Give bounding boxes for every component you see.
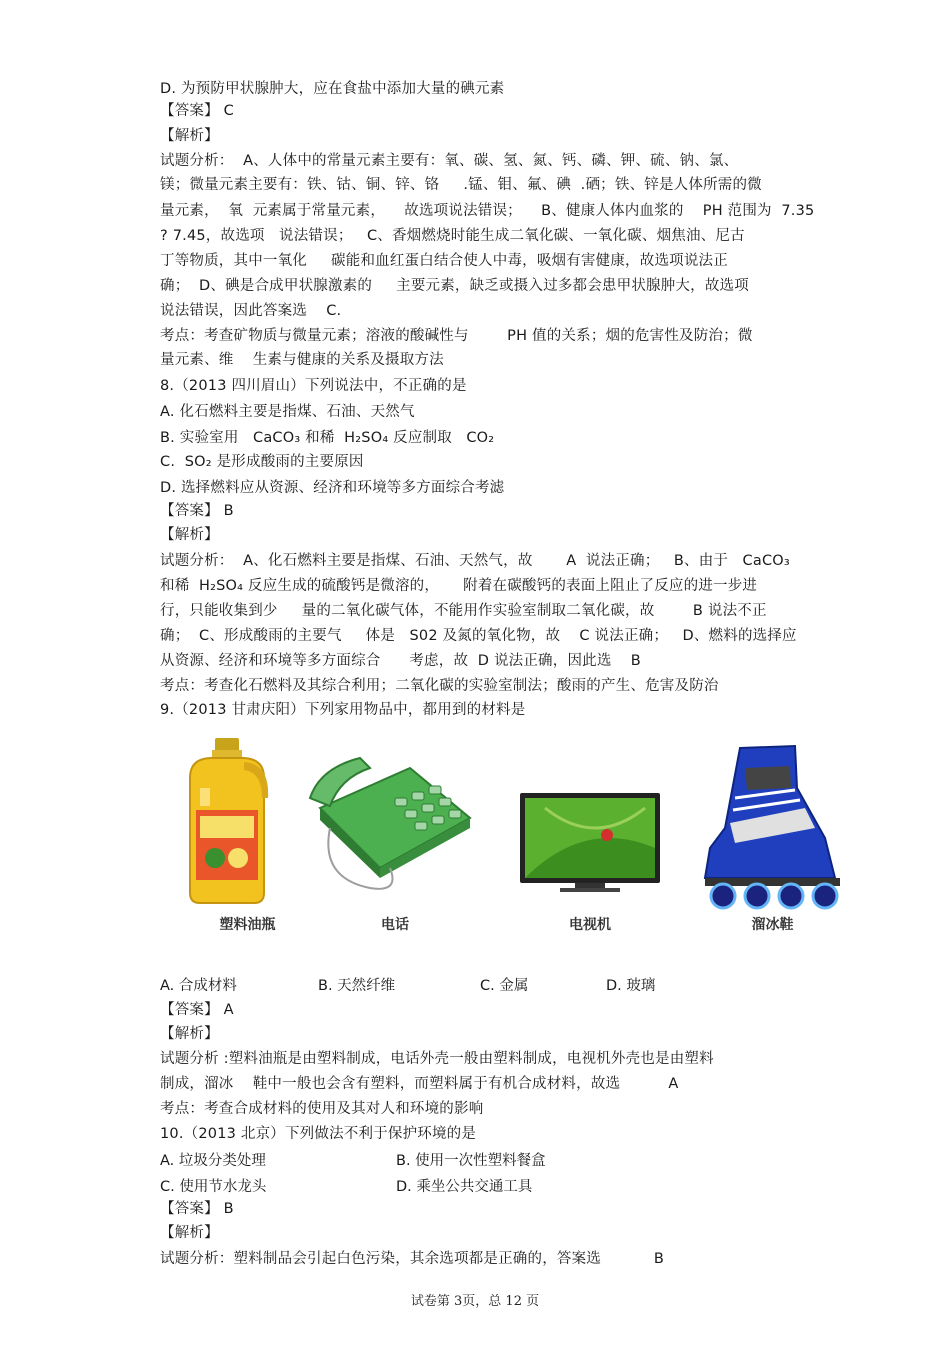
analysis-text: 试题分析： A、化石燃料主要是指煤、石油、天然气，故 A 说法正确； B、由于 CaCO₃ — [160, 553, 790, 569]
analysis-text: ? 7.45，故选项 说法错误； C、香烟燃烧时能生成二氧化碳、一氧化碳、烟焦油、尼古 — [160, 228, 745, 244]
figure-caption: 塑料油瓶 — [219, 917, 276, 933]
q10-option-d: D. 乘坐公共交通工具 — [396, 1179, 533, 1195]
analysis-text: 量元素， 氧 元素属于常量元素， 故选项说法错误； B、健康人体内血浆的 PH 范围为 7.35 — [160, 203, 815, 219]
page-footer: 试卷第 3页，总 12 页 — [410, 1294, 540, 1309]
knowledge-point: 量元素、维 生素与健康的关系及摄取方法 — [160, 352, 444, 368]
knowledge-point: 考点：考查矿物质与微量元素；溶液的酸碱性与 PH 值的关系；烟的危害性及防治；微 — [160, 328, 753, 344]
analysis-text: 试题分析：塑料制品会引起白色污染，其余选项都是正确的，答案选 B — [160, 1251, 665, 1267]
question-8-stem: 8.（2013 四川眉山）下列说法中，不正确的是 — [160, 378, 467, 394]
q10-option-a: A. 垃圾分类处理 — [160, 1153, 266, 1169]
q10-option-c: C. 使用节水龙头 — [160, 1179, 267, 1195]
answer-line: 【答案】 B — [160, 1201, 234, 1217]
telephone-image — [300, 728, 490, 948]
analysis-text: 和稀 H₂SO₄ 反应生成的硫酸钙是微溶的， 附着在碳酸钙的表面上阻止了反应的进一步进 — [160, 578, 758, 594]
q8-option-b: B. 实验室用 CaCO₃ 和稀 H₂SO₄ 反应制取 CO₂ — [160, 430, 495, 446]
question-10-stem: 10.（2013 北京）下列做法不利于保护环境的是 — [160, 1126, 477, 1142]
analysis-text: 行，只能收集到少 量的二氧化碳气体，不能用作实验室制取二氧化碳，故 B 说法不正 — [160, 603, 767, 619]
q9-option-b: B. 天然纤维 — [318, 978, 396, 994]
analysis-heading: 【解析】 — [160, 1026, 219, 1042]
q9-option-c: C. 金属 — [480, 978, 529, 994]
analysis-heading: 【解析】 — [160, 1225, 219, 1241]
knowledge-point: 考点：考查合成材料的使用及其对人和环境的影响 — [160, 1101, 484, 1117]
figure-caption: 溜冰鞋 — [751, 917, 794, 933]
analysis-text: 说法错误，因此答案选 C. — [160, 303, 342, 319]
q10-option-b: B. 使用一次性塑料餐盒 — [396, 1153, 546, 1169]
q8-option-d: D. 选择燃料应从资源、经济和环境等多方面综合考滤 — [160, 480, 505, 496]
question-9-stem: 9.（2013 甘肃庆阳）下列家用物品中，都用到的材料是 — [160, 702, 526, 718]
analysis-text: 试题分析 :塑料油瓶是由塑料制成，电话外壳一般由塑料制成，电视机外壳也是由塑料 — [160, 1051, 714, 1067]
analysis-text: 确； D、碘是合成甲状腺激素的 主要元素，缺乏或摄入过多都会患甲状腺肿大，故选项 — [160, 278, 749, 294]
figure-caption: 电话 — [381, 917, 409, 933]
analysis-text: 丁等物质，其中一氧化 碳能和血红蛋白结合使人中毒，吸烟有害健康，故选项说法正 — [160, 253, 728, 269]
q8-option-c: C. SO₂ 是形成酸雨的主要原因 — [160, 454, 364, 470]
analysis-heading: 【解析】 — [160, 527, 219, 543]
figure-caption: 电视机 — [569, 917, 611, 933]
q9-option-d: D. 玻璃 — [606, 978, 656, 994]
skate-image — [685, 728, 860, 948]
tv-image — [505, 728, 675, 948]
answer-line: 【答案】 A — [160, 1002, 234, 1018]
analysis-text: 试题分析： A、人体中的常量元素主要有：氧、碳、氢、氮、钙、磷、钾、硫、钠、氯、 — [160, 153, 739, 169]
knowledge-point: 考点：考查化石燃料及其综合利用；二氧化碳的实验室制法；酸雨的产生、危害及防治 — [160, 678, 719, 694]
option-d-line: D. 为预防甲状腺肿大，应在食盐中添加大量的碘元素 — [160, 81, 505, 97]
answer-line: 【答案】 B — [160, 503, 234, 519]
question-9-figure — [160, 728, 860, 948]
q8-option-a: A. 化石燃料主要是指煤、石油、天然气 — [160, 404, 415, 420]
analysis-text: 确； C、形成酸雨的主要气 体是 S02 及氮的氧化物，故 C 说法正确； D、燃料的选择应 — [160, 628, 797, 644]
analysis-text: 从资源、经济和环境等多方面综合 考虑，故 D 说法正确，因此选 B — [160, 653, 641, 669]
q9-option-a: A. 合成材料 — [160, 978, 237, 994]
answer-line: 【答案】 C — [160, 103, 234, 119]
analysis-text: 制成，溜冰 鞋中一般也会含有塑料，而塑料属于有机合成材料，故选 A — [160, 1076, 679, 1092]
analysis-text: 镁；微量元素主要有：铁、钴、铜、锌、铬 .锰、钼、氟、碘 .硒；铁、锌是人体所需的微 — [160, 177, 762, 193]
analysis-heading: 【解析】 — [160, 128, 219, 144]
